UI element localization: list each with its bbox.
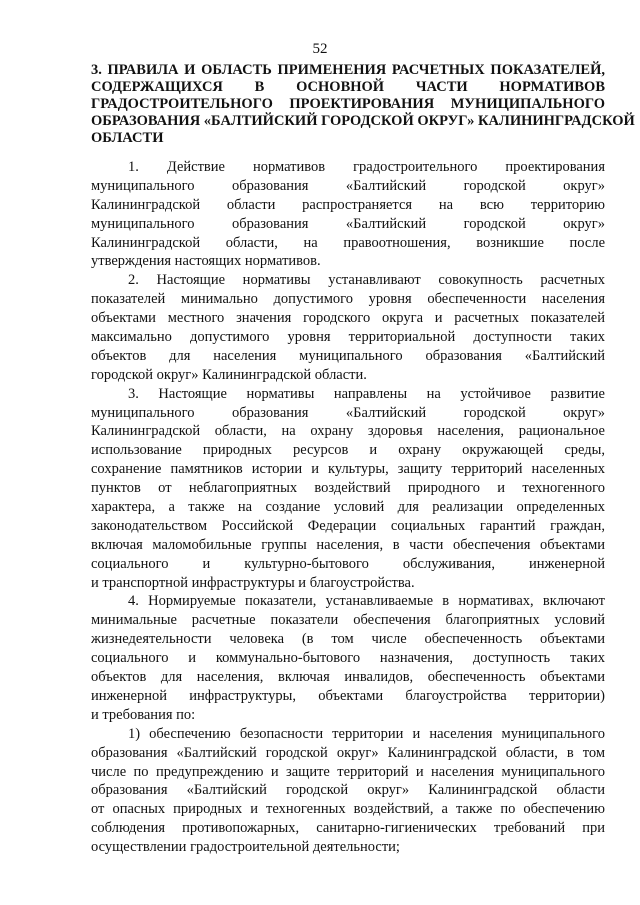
heading-line: ГРАДОСТРОИТЕЛЬНОГО ПРОЕКТИРОВАНИЯ МУНИЦИПАЛЬНОГО	[91, 96, 605, 112]
paragraph-4	[91, 592, 605, 724]
paragraph-line: законодательством Российской Федерации социальных гарантий граждан,	[91, 517, 605, 534]
paragraph-3	[91, 385, 605, 593]
paragraph-line: 3. Настоящие нормативы направлены на устойчивое развитие	[128, 385, 605, 402]
paragraph-line: образования «Балтийский городской округ» Калининградской области	[91, 782, 605, 799]
paragraph-1	[91, 158, 605, 271]
paragraph-line: Калининградской области распространяется на всю территорию	[91, 196, 605, 213]
heading-line: ОБРАЗОВАНИЯ «БАЛТИЙСКИЙ ГОРОДСКОЙ ОКРУГ» КАЛИНИНГРАДСКОЙ	[91, 113, 635, 129]
paragraph-line: и требования по:	[91, 706, 196, 723]
paragraph-line: характера, а также на создание условий для реализации определенных	[91, 499, 605, 516]
paragraph-line: социального и культурно-бытового обслуживания, инженерной	[91, 555, 605, 572]
paragraph-line: 4. Нормируемые показатели, устанавливаемые в нормативах, включают	[128, 593, 605, 610]
paragraph-line: минимальные расчетные показатели обеспечения благоприятных условий	[91, 612, 605, 629]
heading-line: 3. ПРАВИЛА И ОБЛАСТЬ ПРИМЕНЕНИЯ РАСЧЕТНЫХ ПОКАЗАТЕЛЕЙ,	[91, 62, 605, 78]
paragraph-line: объектами местного значения городского округа и расчетных показателей	[91, 310, 605, 327]
paragraph-line: образования «Балтийский городской округ» Калининградской области, в том	[91, 744, 605, 761]
paragraph-line: инженерной инфраструктуры, объектами благоустройства территории)	[91, 687, 605, 704]
heading-line: ОБЛАСТИ	[91, 130, 164, 146]
paragraph-line: и транспортной инфраструктуры и благоустройства.	[91, 574, 415, 591]
paragraph-5	[91, 725, 605, 857]
section-heading	[91, 62, 635, 147]
paragraph-line: использование природных ресурсов и охрану окружающей среды,	[91, 442, 605, 459]
paragraph-line: осуществлении градостроительной деятельности;	[91, 839, 400, 856]
heading-line: СОДЕРЖАЩИХСЯ В ОСНОВНОЙ ЧАСТИ НОРМАТИВОВ	[91, 79, 605, 95]
paragraph-line: Калининградской области, на правоотношения, возникшие после	[91, 234, 605, 251]
paragraph-line: муниципального образования «Балтийский городской округ»	[91, 177, 605, 194]
paragraph-line: жизнедеятельности человека (в том числе обеспеченность объектами	[91, 631, 605, 648]
paragraph-line: городской округ» Калининградской области.	[91, 366, 367, 383]
paragraph-line: пунктов от неблагоприятных воздействий природного и техногенного	[91, 480, 605, 497]
paragraph-line: муниципального образования «Балтийский городской округ»	[91, 215, 605, 232]
paragraph-line: объектов для населения муниципального образования «Балтийский	[91, 347, 605, 364]
paragraph-line: 2. Настоящие нормативы устанавливают совокупность расчетных	[128, 272, 605, 289]
paragraph-line: показателей минимально допустимого уровня обеспеченности населения	[91, 291, 605, 308]
paragraph-line: числе по предупреждению и защите территорий и населения муниципального	[91, 763, 605, 780]
body-text	[91, 158, 605, 857]
paragraph-2	[91, 271, 605, 384]
paragraph-line: муниципального образования «Балтийский городской округ»	[91, 404, 605, 421]
paragraph-line: 1. Действие нормативов градостроительного проектирования	[128, 159, 605, 175]
paragraph-line: объектов для населения, включая инвалидов, обеспеченность объектами	[91, 669, 605, 686]
paragraph-line: социального и коммунально-бытового назначения, доступность таких	[91, 650, 605, 667]
paragraph-line: максимально допустимого уровня территориальной доступности таких	[91, 329, 605, 346]
page-number: 52	[312, 41, 328, 57]
paragraph-line: от опасных природных и техногенных воздействий, а также по обеспечению	[91, 801, 605, 818]
paragraph-line: сохранение памятников истории и культуры, защиту территорий населенных	[91, 461, 605, 478]
paragraph-line: 1) обеспечению безопасности территории и населения муниципального	[128, 725, 605, 742]
paragraph-line: соблюдения противопожарных, санитарно-гигиенических требований при	[91, 820, 605, 837]
paragraph-line: утверждения настоящих нормативов.	[91, 253, 321, 270]
paragraph-line: включая маломобильные группы населения, в части обеспечения объектами	[91, 536, 605, 553]
paragraph-line: Калининградской области, на охрану здоровья населения, рациональное	[91, 423, 605, 440]
